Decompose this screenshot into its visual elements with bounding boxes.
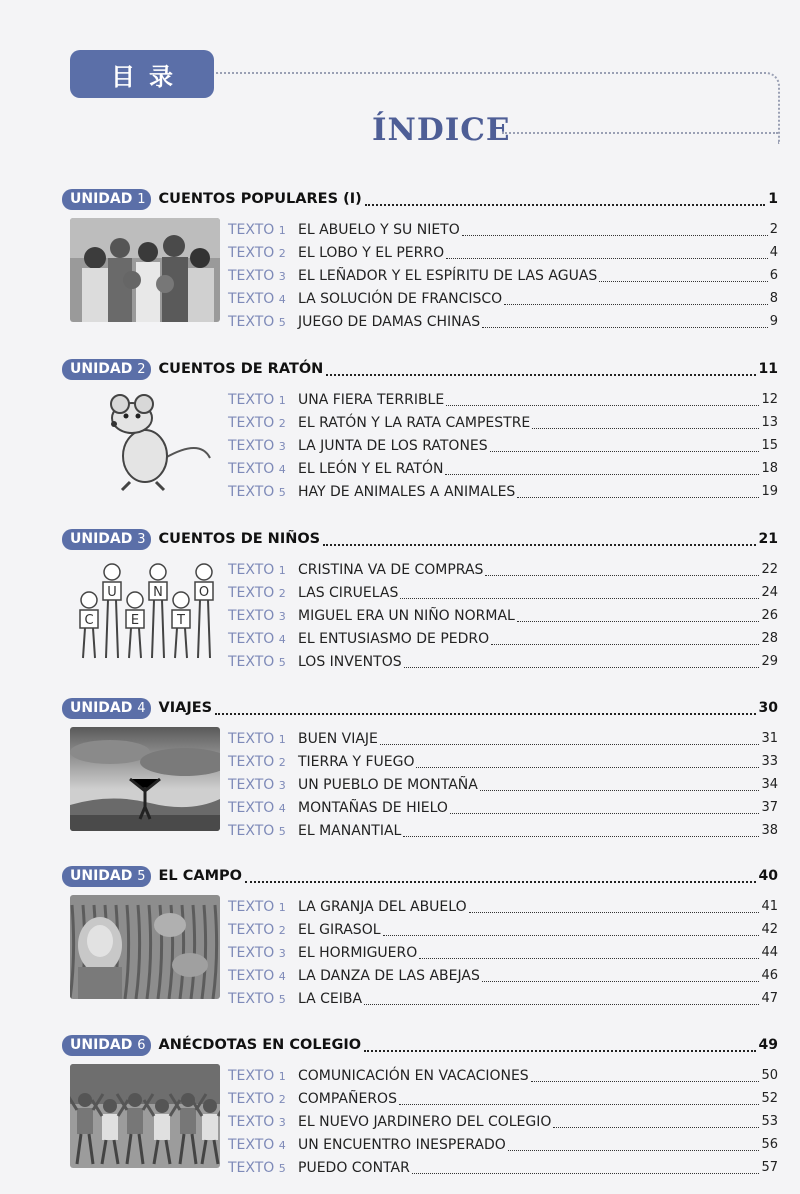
text-number: 4 bbox=[278, 1138, 286, 1152]
unit-number: 3 bbox=[137, 531, 146, 547]
text-label: TEXTO 3 bbox=[228, 944, 286, 961]
dot-leader bbox=[412, 1162, 760, 1174]
unit-title: CUENTOS POPULARES (I) bbox=[158, 191, 362, 207]
toc-entry[interactable] bbox=[228, 434, 778, 457]
text-list bbox=[228, 388, 778, 503]
dot-leader bbox=[482, 316, 768, 328]
toc-entry[interactable] bbox=[228, 650, 778, 673]
dot-leader bbox=[446, 394, 759, 406]
toc-entry[interactable] bbox=[228, 411, 778, 434]
text-page-number: 34 bbox=[761, 777, 778, 792]
dot-leader bbox=[531, 1070, 760, 1082]
text-title: EL HORMIGUERO bbox=[298, 944, 418, 961]
text-title: JUEGO DE DAMAS CHINAS bbox=[298, 313, 481, 330]
unit-number: 6 bbox=[137, 1037, 146, 1053]
dot-leader bbox=[504, 293, 768, 305]
dot-leader bbox=[490, 440, 760, 452]
text-page-number: 24 bbox=[761, 585, 778, 600]
svg-text:O: O bbox=[198, 585, 210, 600]
text-page-number: 15 bbox=[761, 438, 778, 453]
text-title: EL ABUELO Y SU NIETO bbox=[298, 221, 460, 238]
text-page-number: 42 bbox=[761, 922, 778, 937]
dot-leader bbox=[215, 701, 755, 715]
unit-badge bbox=[62, 529, 151, 550]
traveler-landscape-photo bbox=[70, 727, 220, 831]
dot-leader bbox=[517, 610, 760, 622]
text-label: TEXTO 4 bbox=[228, 799, 286, 816]
text-number: 4 bbox=[278, 801, 286, 815]
dot-leader bbox=[485, 564, 759, 576]
toc-entry[interactable] bbox=[228, 480, 778, 503]
unit-badge bbox=[62, 698, 151, 719]
text-label: TEXTO 4 bbox=[228, 630, 286, 647]
text-number: 3 bbox=[278, 1115, 286, 1129]
children-running-photo bbox=[70, 1064, 220, 1168]
text-page-number: 28 bbox=[761, 631, 778, 646]
text-label: TEXTO 2 bbox=[228, 414, 286, 431]
text-label: TEXTO 3 bbox=[228, 1113, 286, 1130]
text-title: LOS INVENTOS bbox=[298, 653, 402, 670]
dot-leader bbox=[491, 633, 759, 645]
unit-label: UNIDAD bbox=[70, 699, 133, 716]
unit-badge bbox=[62, 1035, 151, 1056]
text-page-number: 26 bbox=[761, 608, 778, 623]
text-title: LA CEIBA bbox=[298, 990, 363, 1007]
text-number: 3 bbox=[278, 778, 286, 792]
family-group-photo bbox=[70, 218, 220, 322]
text-number: 5 bbox=[278, 315, 286, 329]
text-number: 1 bbox=[278, 223, 286, 237]
toc-entry[interactable] bbox=[228, 987, 778, 1010]
text-title: EL MANANTIAL bbox=[298, 822, 402, 839]
unit-title: EL CAMPO bbox=[158, 868, 242, 884]
text-page-number: 19 bbox=[761, 484, 778, 499]
text-label: TEXTO 5 bbox=[228, 313, 286, 330]
text-page-number: 33 bbox=[761, 754, 778, 769]
text-title: LA JUNTA DE LOS RATONES bbox=[298, 437, 488, 454]
toc-entry[interactable] bbox=[228, 457, 778, 480]
dot-leader bbox=[364, 1038, 755, 1052]
text-label: TEXTO 3 bbox=[228, 776, 286, 793]
text-page-number: 46 bbox=[761, 968, 778, 983]
toc-entry[interactable] bbox=[228, 895, 778, 918]
text-label: TEXTO 3 bbox=[228, 437, 286, 454]
text-page-number: 2 bbox=[769, 222, 778, 237]
svg-text:T: T bbox=[177, 613, 185, 628]
unit-header[interactable] bbox=[62, 865, 778, 887]
text-list bbox=[228, 1064, 778, 1179]
text-label: TEXTO 1 bbox=[228, 561, 286, 578]
text-page-number: 6 bbox=[769, 268, 778, 283]
toc-entry[interactable] bbox=[228, 241, 778, 264]
text-list bbox=[228, 218, 778, 333]
unit-label: UNIDAD bbox=[70, 1036, 133, 1053]
text-number: 2 bbox=[278, 755, 286, 769]
toc-entry[interactable] bbox=[228, 727, 778, 750]
toc-entry[interactable] bbox=[228, 1064, 778, 1087]
text-label: TEXTO 1 bbox=[228, 730, 286, 747]
text-number: 2 bbox=[278, 586, 286, 600]
text-number: 4 bbox=[278, 292, 286, 306]
text-title: COMUNICACIÓN EN VACACIONES bbox=[298, 1067, 529, 1084]
text-title: MIGUEL ERA UN NIÑO NORMAL bbox=[298, 607, 515, 624]
unit-header[interactable] bbox=[62, 358, 778, 380]
dot-leader bbox=[532, 417, 759, 429]
text-number: 1 bbox=[278, 732, 286, 746]
text-number: 3 bbox=[278, 269, 286, 283]
unit-badge bbox=[62, 189, 151, 210]
text-number: 1 bbox=[278, 1069, 286, 1083]
text-page-number: 44 bbox=[761, 945, 778, 960]
text-label: TEXTO 5 bbox=[228, 822, 286, 839]
text-page-number: 53 bbox=[761, 1114, 778, 1129]
toc-entry[interactable] bbox=[228, 287, 778, 310]
text-title: COMPAÑEROS bbox=[298, 1090, 397, 1107]
text-label: TEXTO 3 bbox=[228, 607, 286, 624]
text-title: CRISTINA VA DE COMPRAS bbox=[298, 561, 484, 578]
text-title: UN PUEBLO DE MONTAÑA bbox=[298, 776, 478, 793]
dot-leader bbox=[508, 1139, 760, 1151]
unit-label: UNIDAD bbox=[70, 360, 133, 377]
dot-leader bbox=[403, 825, 759, 837]
toc-entry[interactable] bbox=[228, 310, 778, 333]
text-label: TEXTO 5 bbox=[228, 653, 286, 670]
dot-leader bbox=[399, 1093, 760, 1105]
text-title: EL GIRASOL bbox=[298, 921, 381, 938]
text-number: 3 bbox=[278, 609, 286, 623]
text-title: EL NUEVO JARDINERO DEL COLEGIO bbox=[298, 1113, 552, 1130]
text-page-number: 37 bbox=[761, 800, 778, 815]
text-number: 5 bbox=[278, 655, 286, 669]
text-page-number: 31 bbox=[761, 731, 778, 746]
toc-entry[interactable] bbox=[228, 604, 778, 627]
text-number: 5 bbox=[278, 1161, 286, 1175]
dot-leader bbox=[450, 802, 760, 814]
text-number: 2 bbox=[278, 246, 286, 260]
text-title: LA SOLUCIÓN DE FRANCISCO bbox=[298, 290, 503, 307]
cartoon-children-with-letters bbox=[70, 558, 220, 662]
toc-entry[interactable] bbox=[228, 581, 778, 604]
text-page-number: 52 bbox=[761, 1091, 778, 1106]
toc-entry[interactable] bbox=[228, 1110, 778, 1133]
title-dotted-rule bbox=[502, 132, 778, 134]
unit-number: 5 bbox=[137, 868, 146, 884]
text-page-number: 50 bbox=[761, 1068, 778, 1083]
text-number: 1 bbox=[278, 900, 286, 914]
text-label: TEXTO 1 bbox=[228, 898, 286, 915]
text-label: TEXTO 2 bbox=[228, 584, 286, 601]
text-page-number: 22 bbox=[761, 562, 778, 577]
text-label: TEXTO 2 bbox=[228, 753, 286, 770]
svg-text:N: N bbox=[153, 585, 163, 600]
text-title: LAS CIRUELAS bbox=[298, 584, 399, 601]
svg-text:E: E bbox=[130, 613, 140, 628]
toc-entry[interactable] bbox=[228, 264, 778, 287]
dot-leader bbox=[404, 656, 760, 668]
text-number: 4 bbox=[278, 969, 286, 983]
unit-page-number: 30 bbox=[758, 700, 778, 716]
dot-leader bbox=[400, 587, 759, 599]
text-title: EL RATÓN Y LA RATA CAMPESTRE bbox=[298, 414, 531, 431]
unit-page-number: 49 bbox=[758, 1037, 778, 1053]
cartoon-mouse-illustration bbox=[70, 388, 220, 492]
text-title: EL LEÓN Y EL RATÓN bbox=[298, 460, 444, 477]
text-list bbox=[228, 895, 778, 1010]
dot-leader bbox=[482, 970, 760, 982]
text-number: 2 bbox=[278, 923, 286, 937]
toc-entry[interactable] bbox=[228, 388, 778, 411]
text-label: TEXTO 1 bbox=[228, 221, 286, 238]
index-header-badge: 目录 bbox=[70, 50, 214, 98]
unit-page-number: 40 bbox=[758, 868, 778, 884]
unit-title: ANÉCDOTAS EN COLEGIO bbox=[158, 1037, 362, 1053]
text-number: 5 bbox=[278, 485, 286, 499]
text-title: LA GRANJA DEL ABUELO bbox=[298, 898, 467, 915]
text-title: UN ENCUENTRO INESPERADO bbox=[298, 1136, 506, 1153]
unit-title: CUENTOS DE NIÑOS bbox=[158, 531, 321, 547]
text-title: EL LEÑADOR Y EL ESPÍRITU DE LAS AGUAS bbox=[298, 267, 598, 284]
unit-header[interactable] bbox=[62, 188, 778, 210]
unit-number: 2 bbox=[137, 361, 146, 377]
text-page-number: 12 bbox=[761, 392, 778, 407]
svg-text:C: C bbox=[84, 613, 94, 628]
text-number: 2 bbox=[278, 1092, 286, 1106]
unit-title: CUENTOS DE RATÓN bbox=[158, 361, 324, 377]
toc-entry[interactable] bbox=[228, 558, 778, 581]
girl-in-field-photo bbox=[70, 895, 220, 999]
text-label: TEXTO 5 bbox=[228, 483, 286, 500]
text-title: EL ENTUSIASMO DE PEDRO bbox=[298, 630, 490, 647]
text-label: TEXTO 5 bbox=[228, 990, 286, 1007]
toc-entry[interactable] bbox=[228, 773, 778, 796]
dot-leader bbox=[462, 224, 768, 236]
unit-header[interactable] bbox=[62, 697, 778, 719]
text-label: TEXTO 4 bbox=[228, 290, 286, 307]
text-label: TEXTO 4 bbox=[228, 1136, 286, 1153]
text-page-number: 38 bbox=[761, 823, 778, 838]
text-title: EL LOBO Y EL PERRO bbox=[298, 244, 445, 261]
text-page-number: 18 bbox=[761, 461, 778, 476]
page-title: ÍNDICE bbox=[372, 112, 511, 148]
dot-leader bbox=[553, 1116, 759, 1128]
toc-entry[interactable] bbox=[228, 750, 778, 773]
dot-leader bbox=[446, 247, 768, 259]
toc-entry[interactable] bbox=[228, 819, 778, 842]
text-number: 4 bbox=[278, 632, 286, 646]
unit-header[interactable] bbox=[62, 1034, 778, 1056]
text-label: TEXTO 2 bbox=[228, 1090, 286, 1107]
unit-badge bbox=[62, 866, 151, 887]
text-number: 4 bbox=[278, 462, 286, 476]
dot-leader bbox=[245, 869, 756, 883]
text-title: LA DANZA DE LAS ABEJAS bbox=[298, 967, 480, 984]
text-label: TEXTO 2 bbox=[228, 921, 286, 938]
unit-page-number: 21 bbox=[758, 531, 778, 547]
text-page-number: 41 bbox=[761, 899, 778, 914]
dot-leader bbox=[480, 779, 760, 791]
text-title: UNA FIERA TERRIBLE bbox=[298, 391, 445, 408]
text-title: PUEDO CONTAR bbox=[298, 1159, 410, 1176]
text-number: 1 bbox=[278, 563, 286, 577]
text-label: TEXTO 4 bbox=[228, 967, 286, 984]
text-number: 1 bbox=[278, 393, 286, 407]
text-label: TEXTO 1 bbox=[228, 1067, 286, 1084]
dot-leader bbox=[380, 733, 760, 745]
unit-label: UNIDAD bbox=[70, 190, 133, 207]
dot-leader bbox=[383, 924, 760, 936]
dot-leader bbox=[469, 901, 760, 913]
text-title: TIERRA Y FUEGO bbox=[298, 753, 415, 770]
dot-leader bbox=[416, 756, 759, 768]
text-title: MONTAÑAS DE HIELO bbox=[298, 799, 448, 816]
unit-number: 4 bbox=[137, 700, 146, 716]
dot-leader bbox=[419, 947, 759, 959]
toc-entry[interactable] bbox=[228, 1133, 778, 1156]
dot-leader bbox=[323, 532, 755, 546]
dot-leader bbox=[326, 362, 755, 376]
text-page-number: 9 bbox=[769, 314, 778, 329]
unit-page-number: 1 bbox=[768, 191, 778, 207]
toc-entry[interactable] bbox=[228, 1156, 778, 1179]
text-page-number: 56 bbox=[761, 1137, 778, 1152]
text-title: BUEN VIAJE bbox=[298, 730, 378, 747]
text-page-number: 13 bbox=[761, 415, 778, 430]
text-page-number: 8 bbox=[769, 291, 778, 306]
text-number: 2 bbox=[278, 416, 286, 430]
text-number: 5 bbox=[278, 824, 286, 838]
text-label: TEXTO 4 bbox=[228, 460, 286, 477]
text-label: TEXTO 1 bbox=[228, 391, 286, 408]
text-page-number: 57 bbox=[761, 1160, 778, 1175]
dot-leader bbox=[445, 463, 759, 475]
unit-title: VIAJES bbox=[158, 700, 213, 716]
text-number: 3 bbox=[278, 439, 286, 453]
text-page-number: 29 bbox=[761, 654, 778, 669]
dot-leader bbox=[365, 192, 766, 206]
unit-badge bbox=[62, 359, 151, 380]
text-list bbox=[228, 558, 778, 673]
text-number: 5 bbox=[278, 992, 286, 1006]
text-list bbox=[228, 727, 778, 842]
text-title: HAY DE ANIMALES A ANIMALES bbox=[298, 483, 516, 500]
text-number: 3 bbox=[278, 946, 286, 960]
text-page-number: 47 bbox=[761, 991, 778, 1006]
toc-entry[interactable] bbox=[228, 627, 778, 650]
unit-header[interactable] bbox=[62, 528, 778, 550]
unit-label: UNIDAD bbox=[70, 530, 133, 547]
svg-text:U: U bbox=[107, 585, 117, 600]
unit-page-number: 11 bbox=[758, 361, 778, 377]
text-label: TEXTO 3 bbox=[228, 267, 286, 284]
toc-entry[interactable] bbox=[228, 218, 778, 241]
unit-label: UNIDAD bbox=[70, 867, 133, 884]
toc-entry[interactable] bbox=[228, 796, 778, 819]
toc-entry[interactable] bbox=[228, 918, 778, 941]
toc-entry[interactable] bbox=[228, 941, 778, 964]
dot-leader bbox=[364, 993, 759, 1005]
text-page-number: 4 bbox=[769, 245, 778, 260]
text-label: TEXTO 5 bbox=[228, 1159, 286, 1176]
dot-leader bbox=[599, 270, 767, 282]
unit-number: 1 bbox=[137, 191, 146, 207]
toc-entry[interactable] bbox=[228, 964, 778, 987]
text-label: TEXTO 2 bbox=[228, 244, 286, 261]
toc-entry[interactable] bbox=[228, 1087, 778, 1110]
dot-leader bbox=[517, 486, 759, 498]
